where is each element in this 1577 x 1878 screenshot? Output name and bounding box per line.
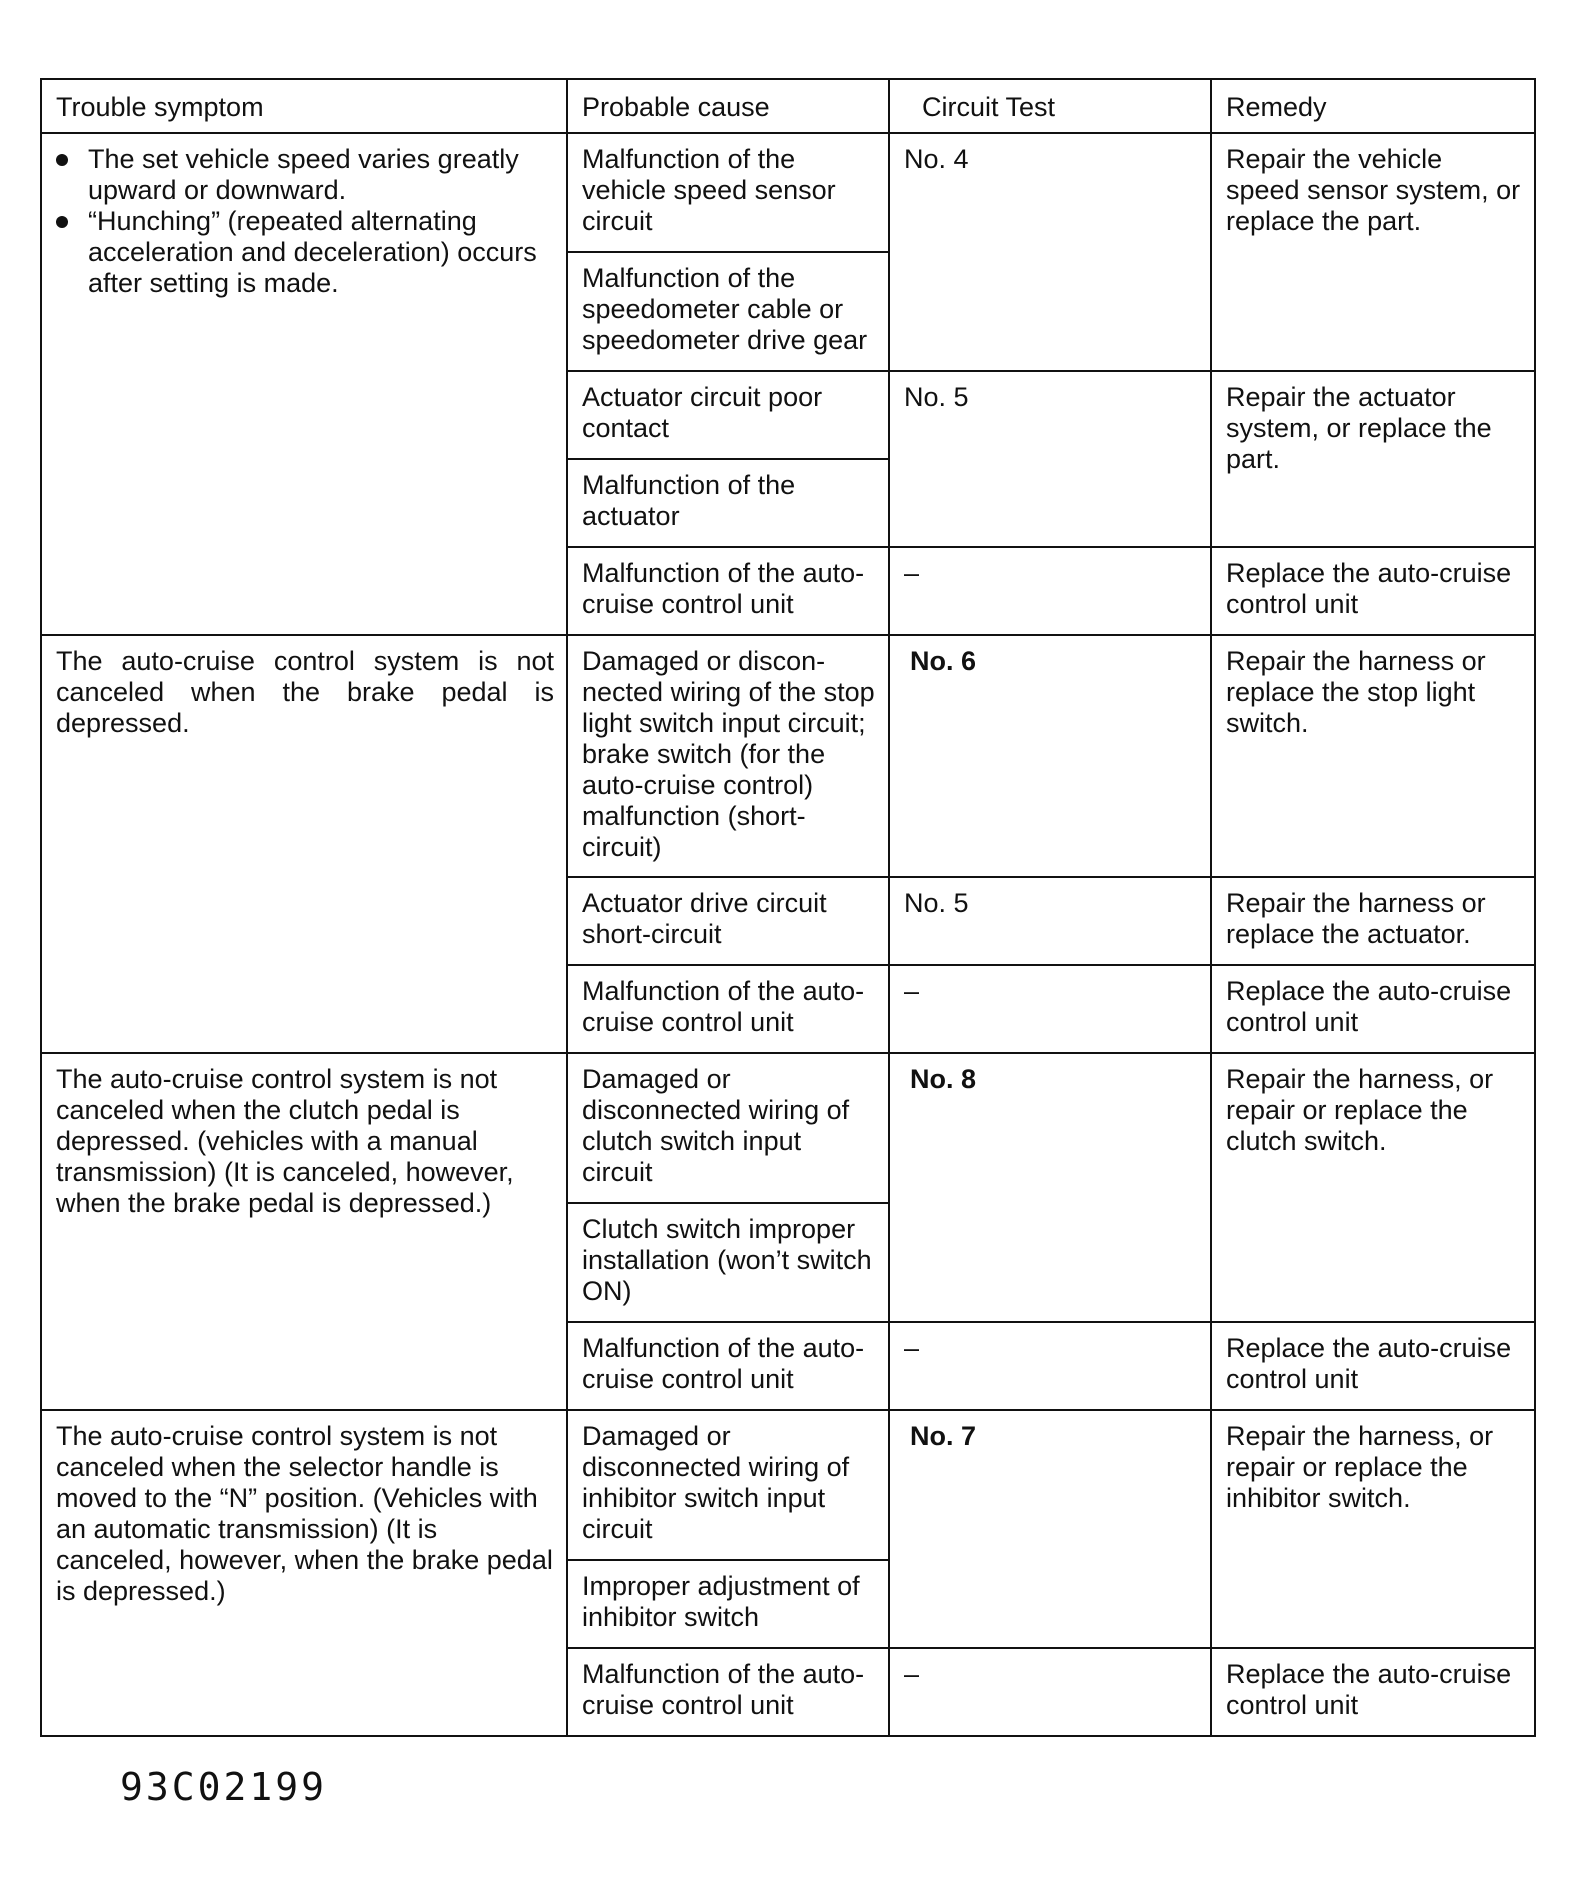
table-header-row — [41, 79, 1535, 133]
remedy-cell: Repair the actuator system, or replace the part. — [1211, 371, 1535, 547]
remedy-cell: Repair the vehicle speed sensor system, or replace the part. — [1211, 133, 1535, 371]
symptom-item: “Hunching” (repeated alternating acceleration and deceleration) occurs after setting is made. — [52, 206, 554, 299]
symptom-list — [52, 144, 554, 299]
header-remedy: Remedy — [1211, 79, 1535, 133]
cause-cell: Damaged or disconnected wiring of clutch switch input circuit — [567, 1053, 889, 1203]
circuit-test-cell: No. 6 — [889, 635, 1211, 877]
symptom-item: The set vehicle speed varies greatly upward or downward. — [52, 144, 554, 206]
remedy-cell: Repair the harness or replace the actuator. — [1211, 877, 1535, 965]
cause-cell: Malfunction of the auto-cruise control unit — [567, 965, 889, 1053]
remedy-cell: Replace the auto-cruise control unit — [1211, 547, 1535, 635]
cause-cell: Malfunction of the vehicle speed sensor circuit — [567, 133, 889, 252]
cause-cell: Malfunction of the auto-cruise control unit — [567, 1648, 889, 1736]
remedy-cell: Replace the auto-cruise control unit — [1211, 1322, 1535, 1410]
troubleshooting-table — [40, 78, 1536, 1737]
table-row — [41, 1410, 1535, 1560]
circuit-test-cell: No. 5 — [889, 371, 1211, 547]
cause-cell: Clutch switch improper installation (won’t switch ON) — [567, 1203, 889, 1322]
remedy-cell: Replace the auto-cruise control unit — [1211, 1648, 1535, 1736]
cause-cell: Malfunction of the auto-cruise control unit — [567, 547, 889, 635]
cause-cell: Actuator circuit poor contact — [567, 371, 889, 459]
circuit-test-cell: No. 4 — [889, 133, 1211, 371]
symptom-cell — [41, 133, 567, 635]
cause-cell: Malfunction of the speedometer cable or speedometer drive gear — [567, 252, 889, 371]
cause-cell: Improper adjustment of inhibitor switch — [567, 1560, 889, 1648]
circuit-test-cell: No. 5 — [889, 877, 1211, 965]
cause-cell: Damaged or disconnected wiring of inhibitor switch input circuit — [567, 1410, 889, 1560]
cause-cell: Malfunction of the actuator — [567, 459, 889, 547]
cause-cell: Malfunction of the auto-cruise control unit — [567, 1322, 889, 1410]
circuit-test-cell: No. 7 — [889, 1410, 1211, 1648]
table-row — [41, 1053, 1535, 1203]
circuit-test-cell: – — [889, 547, 1211, 635]
header-circuit-test: Circuit Test — [889, 79, 1211, 133]
symptom-cell: The auto-cruise control system is not canceled when the clutch pedal is depressed. (vehicles with a manual transmission) (It is canceled, however, when the brake pedal is depressed.) — [41, 1053, 567, 1410]
document-code: 93C02199 — [120, 1765, 328, 1809]
circuit-test-cell: – — [889, 1322, 1211, 1410]
remedy-cell: Repair the harness or replace the stop light switch. — [1211, 635, 1535, 877]
header-trouble-symptom: Trouble symptom — [41, 79, 567, 133]
remedy-cell: Repair the harness, or repair or replace the inhibitor switch. — [1211, 1410, 1535, 1648]
circuit-test-cell: – — [889, 1648, 1211, 1736]
header-probable-cause: Probable cause — [567, 79, 889, 133]
remedy-cell: Repair the harness, or repair or replace the clutch switch. — [1211, 1053, 1535, 1322]
circuit-test-cell: No. 8 — [889, 1053, 1211, 1322]
symptom-cell: The auto-cruise control system is not canceled when the brake pedal is depressed. — [41, 635, 567, 1053]
remedy-cell: Replace the auto-cruise control unit — [1211, 965, 1535, 1053]
table-row — [41, 635, 1535, 877]
symptom-cell: The auto-cruise control system is not canceled when the selector handle is moved to the “N” position. (Vehicles with an automatic transmission) (It is canceled, however, when the brake pedal is depressed.) — [41, 1410, 567, 1736]
circuit-test-cell: – — [889, 965, 1211, 1053]
table-row — [41, 133, 1535, 252]
cause-cell: Damaged or discon-nected wiring of the stop light switch input circuit; brake switch (for the auto-cruise control) malfunction (short-circuit) — [567, 635, 889, 877]
cause-cell: Actuator drive circuit short-circuit — [567, 877, 889, 965]
